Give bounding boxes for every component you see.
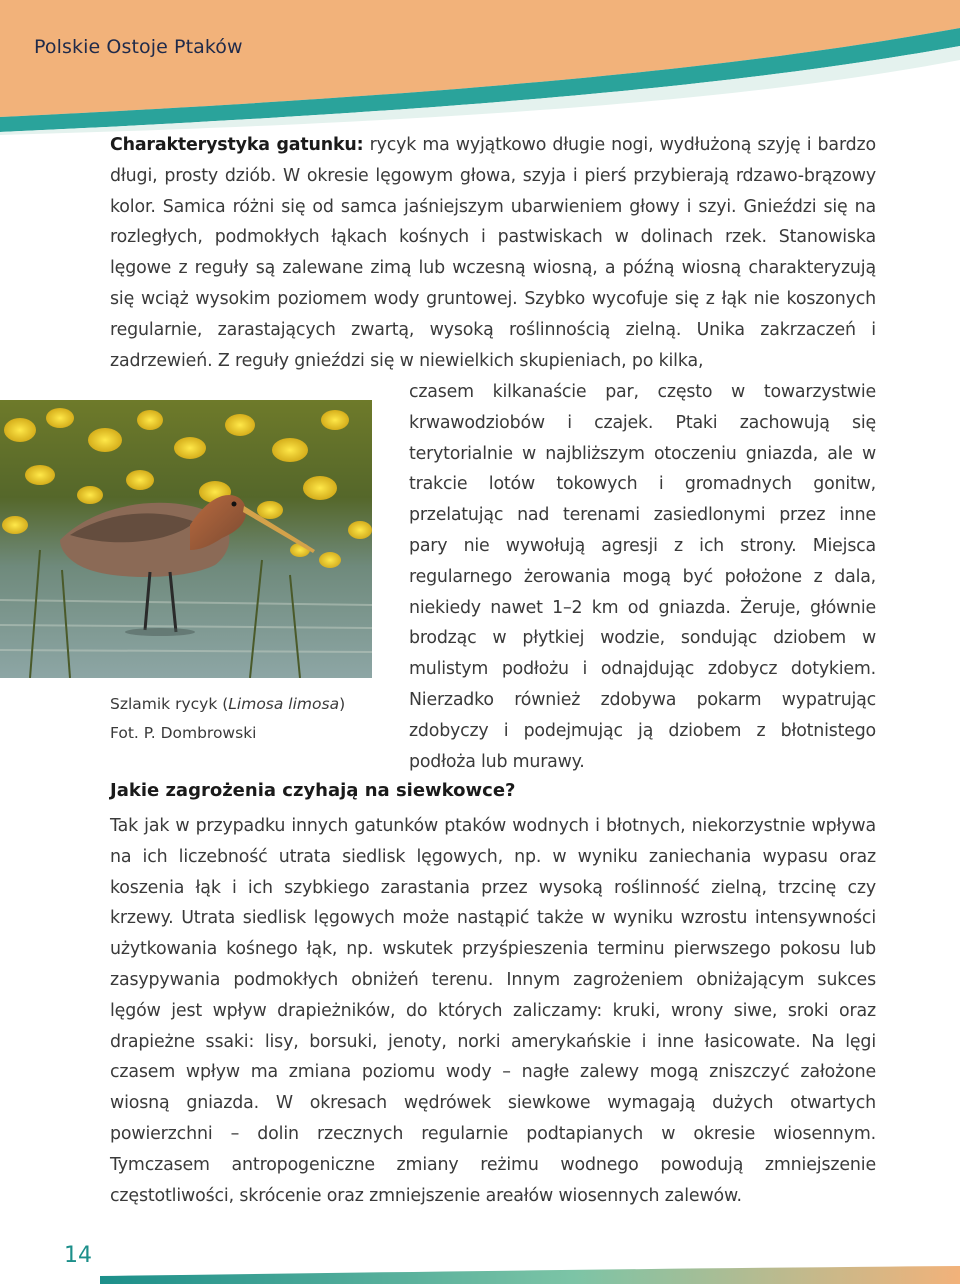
threats-paragraph: Tak jak w przypadku innych gatunków ptaków wodnych i błotnych, niekorzystnie wpływa na ich liczebność utrata siedlisk lęgowych, np. w wyniku zaniechania wypasu oraz koszenia łąk i ich szybkiego zarastania przez wysoką roślinność zielną, trzcinę czy krzewy. Utrata siedlisk lęgowych może nastąpić także w wyniku wzrostu intensywności użytkowania kośnego łąk, np. wskutek przyśpieszenia terminu pierwszego pokosu lub zasypywania podmokłych obniżeń terenu. Innym zagrożeniem obniżającym sukces lęgów jest wpływ drapieżników, do których zaliczamy: kruki, wrony siwe, sroki oraz drapieżne ssaki: lisy, borsuki, jenoty, norki amerykańskie i inne łasicowate. Na lęgi czasem wpływ ma zmiana poziomu wody – nagłe zalewy mogą zniszczyć założone wiosną gniazda. W okresach wędrówek siewkowe wymagają dużych otwartych powierzchni – dolin rzecznych regularnie podtapianych w okresie wiosennym. Tymczasem antropogeniczne zmiany reżimu wodnego powodują zmniejszenie częstotliwości, skrócenie oraz zmniejszenie areałów wiosennych zalewów. — [110, 816, 876, 1206]
page-number: 14 — [64, 1243, 92, 1268]
species-lead: Charakterystyka gatunku: — [110, 135, 364, 155]
caption-species — [110, 690, 345, 719]
caption-credit: Fot. P. Dombrowski — [110, 724, 257, 742]
threats-heading: Jakie zagrożenia czyhają na siewkowce? — [110, 780, 516, 801]
photo-caption — [110, 690, 345, 748]
species-paragraph — [110, 130, 876, 376]
bird-photo — [0, 400, 372, 678]
running-head: Polskie Ostoje Ptaków — [34, 36, 243, 58]
footer-band — [100, 1266, 960, 1284]
species-text: rycyk ma wyjątkowo długie nogi, wydłużoną szyję i bardzo długi, prosty dziób. W okresie lęgowym głowa, szyja i pierś przybierają rdzawo-brązowy kolor. Samica różni się od samca jaśniejszym ubarwieniem głowy i szyi. Gnieździ się na rozległych, podmokłych łąkach kośnych i pastwiskach w dolinach rzek. Stanowiska lęgowe z reguły są zalewane zimą lub wczesną wiosną, a późną wiosną charakteryzują się wciąż wysokim poziomem wody gruntowej. Szybko wycofuje się z łąk nie koszonych regularnie, zarastających zwartą, wysoką roślinnością zielną. Unika zakrzaczeń i zadrzewień. Z reguły gnieździ się w niewielkich skupieniach, po kilka, — [110, 135, 876, 371]
header-band — [0, 0, 960, 135]
caption-latin-name: Limosa limosa — [228, 695, 340, 713]
species-paragraph-continued: czasem kilkanaście par, często w towarzystwie krwawodziobów i czajek. Ptaki zachowują się terytorialnie w najbliższym otoczeniu gniazda, ale w trakcie lotów tokowych i gromadnych gonitw, przelatując nad terenami zasiedlonymi przez inne pary nie wywołują agresji z ich strony. Miejsca regularnego żerowania mogą być położone z dala, niekiedy nawet 1–2 km od gniazda. Żeruje, głównie brodząc w płytkiej wodzie, sondując dziobem w mulistym podłożu i odnajdując zdobycz dotykiem. Nierzadko również zdobywa pokarm wypatrując zdobyczy i podejmując ją dziobem z błotnistego podłoża lub murawy. — [409, 382, 876, 772]
caption-prefix: Szlamik rycyk ( — [110, 695, 229, 713]
page-header — [0, 0, 960, 135]
caption-suffix: ) — [339, 695, 346, 713]
